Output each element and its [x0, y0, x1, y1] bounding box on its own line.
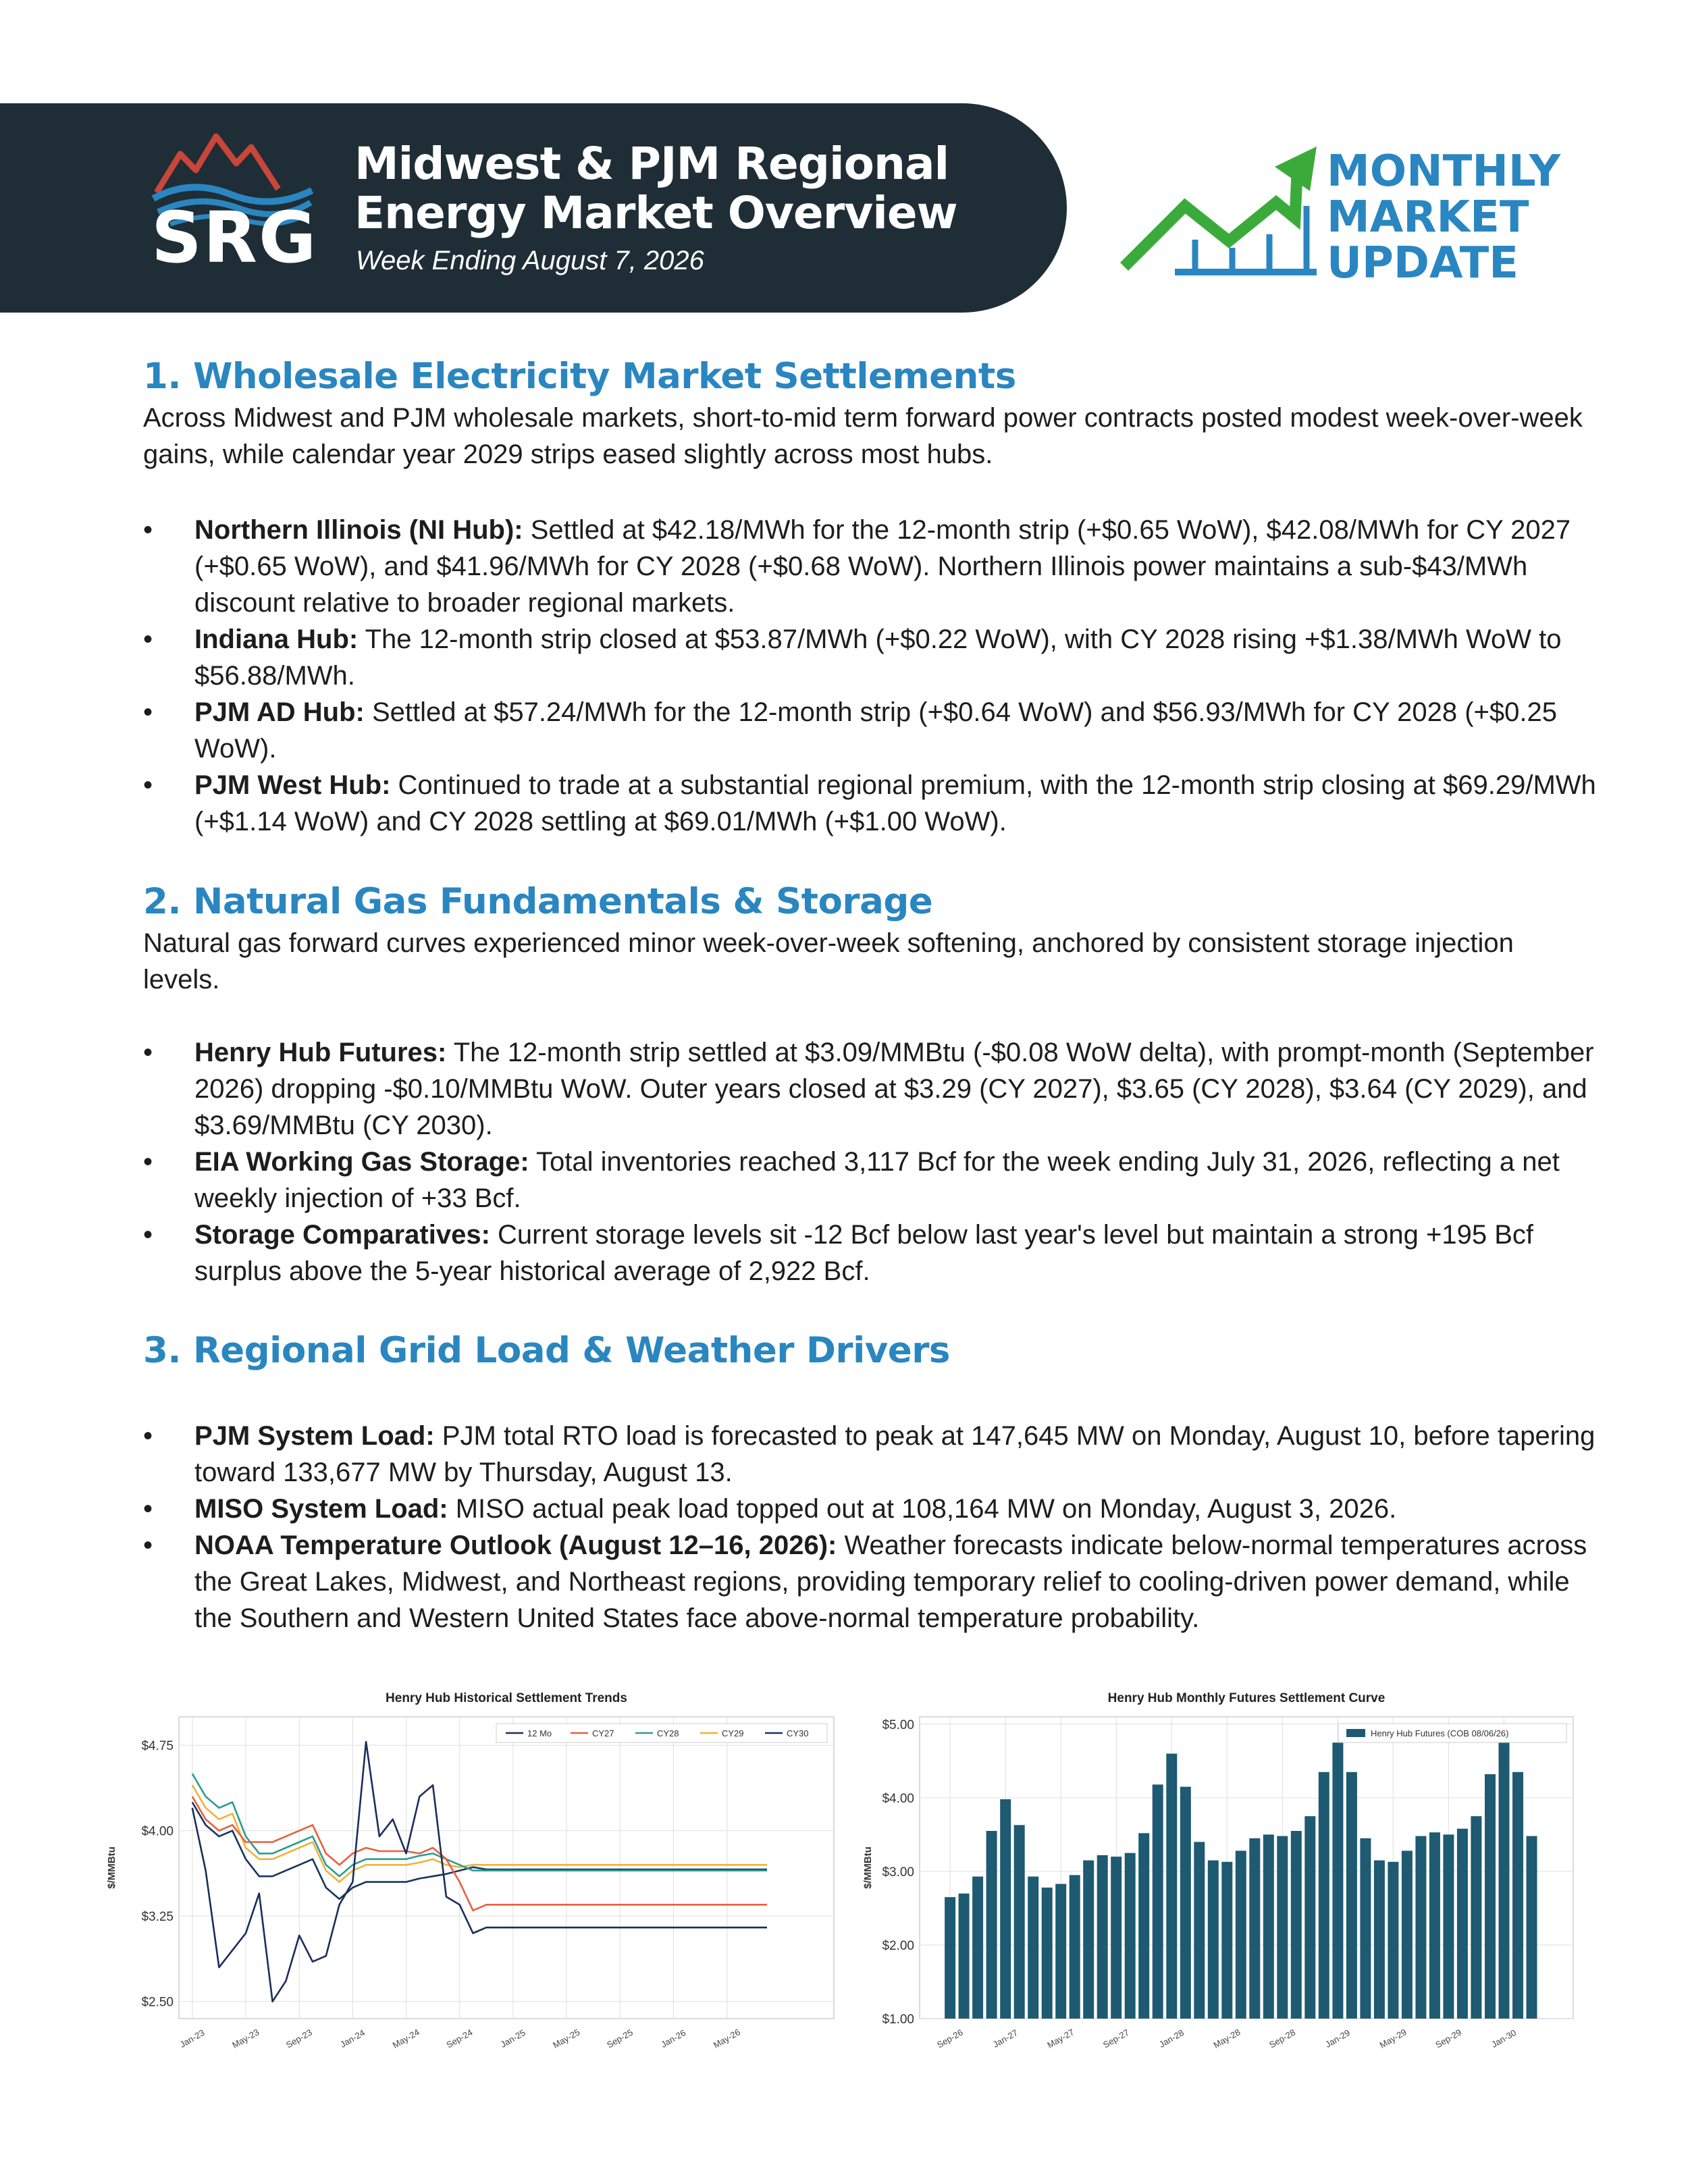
y-tick-label: $3.00 — [882, 1865, 914, 1880]
bar — [1527, 1836, 1537, 2019]
y-axis-label: $/MMBtu — [862, 1846, 874, 1889]
section-intro-gas: Natural gas forward curves experienced minor week-over-week softening, anchored by consistent storage injection levels. — [143, 928, 1514, 994]
x-tick-label: May-24 — [390, 2027, 421, 2050]
y-tick-label: $2.00 — [882, 1938, 914, 1953]
bar — [1180, 1787, 1191, 2019]
badge-line: MONTHLY — [1327, 147, 1561, 196]
logo-text: SRG — [151, 196, 318, 279]
bullet-list-wholesale — [143, 512, 1602, 840]
x-tick-label: Jan-24 — [338, 2027, 367, 2050]
x-tick-label: Jan-26 — [659, 2027, 688, 2050]
section-heading-wholesale: 1. Wholesale Electricity Market Settlements — [143, 356, 1016, 397]
section-heading-grid: 3. Regional Grid Load & Weather Drivers — [143, 1330, 950, 1371]
section-intro-wholesale: Across Midwest and PJM wholesale markets, short-to-mid term forward power contracts posted modest week-over-week gains, while calendar year 2029 strips eased slightly across most hubs. — [143, 403, 1583, 469]
x-tick-label: May-27 — [1045, 2027, 1076, 2050]
x-tick-label: Sep-28 — [1267, 2027, 1297, 2050]
monthly-update-badge — [1327, 149, 1560, 286]
bar — [1221, 1862, 1232, 2019]
y-tick-label: $2.50 — [141, 1995, 174, 2010]
x-tick-label: May-29 — [1377, 2027, 1408, 2050]
section-heading-gas: 2. Natural Gas Fundamentals & Storage — [143, 881, 933, 922]
x-tick-label: Jan-27 — [991, 2027, 1020, 2050]
list-item: • Northern Illinois (NI Hub): Settled at $42.18/MWh for the 12-month strip (+$0.65 WoW), $42.08/MWh for CY 2027 (+$0.65 WoW), and $41.96/MWh for CY 2028 (+$0.68 WoW). Northern Illinois power maintains a sub-$43/MWh discount relative to broader regional markets. — [143, 512, 1602, 621]
bar — [1291, 1831, 1302, 2019]
list-item: • Henry Hub Futures: The 12-month strip settled at $3.09/MMBtu (-$0.08 WoW delta), with prompt-month (September 2026) dropping -$0.10/MMBtu WoW. Outer years closed at $3.29 (CY 2027), $3.65 (CY 2028), $3.64 (CY 2029), and $3.69/MMBtu (CY 2030). — [143, 1034, 1602, 1144]
y-tick-label: $3.25 — [141, 1910, 174, 1925]
x-tick-label: Sep-23 — [284, 2027, 314, 2050]
legend-entry: CY28 — [657, 1728, 679, 1738]
bar — [1083, 1861, 1094, 2019]
bar — [1360, 1838, 1371, 2019]
bar — [1070, 1875, 1080, 2019]
bullet-list-grid — [143, 1418, 1602, 1636]
x-tick-label: Sep-27 — [1101, 2027, 1131, 2050]
bar — [1138, 1833, 1149, 2019]
bar — [1236, 1850, 1246, 2019]
bar — [959, 1894, 970, 2019]
badge-line: MARKET — [1327, 192, 1529, 242]
y-tick-label: $4.00 — [882, 1791, 914, 1806]
bar — [1402, 1850, 1413, 2019]
bullet-list-gas — [143, 1034, 1602, 1289]
bar — [1166, 1754, 1177, 2019]
legend-entry: CY29 — [722, 1728, 744, 1738]
bar — [1304, 1816, 1315, 2019]
plot-area — [179, 1717, 834, 2019]
bar — [1014, 1825, 1025, 2019]
legend-entry: Henry Hub Futures (COB 08/06/26) — [1371, 1728, 1509, 1738]
bar — [1042, 1888, 1053, 2019]
bar — [1471, 1816, 1481, 2019]
y-tick-label: $5.00 — [882, 1717, 914, 1732]
report-title-line1: Midwest & PJM Regional — [354, 138, 949, 190]
bar — [1443, 1834, 1454, 2019]
badge-line: UPDATE — [1327, 238, 1519, 288]
list-item: • Indiana Hub: The 12-month strip closed at $53.87/MWh (+$0.22 WoW), with CY 2028 rising +$1.38/MWh WoW to $56.88/MWh. — [143, 621, 1602, 694]
bar — [1153, 1784, 1163, 2019]
legend-entry: CY27 — [592, 1728, 614, 1738]
bar — [1485, 1774, 1496, 2019]
bar — [1457, 1829, 1468, 2019]
bar — [1512, 1772, 1523, 2019]
list-item: • Storage Comparatives: Current storage levels sit -12 Bcf below last year's level but maintain a strong +195 Bcf surplus above the 5-year historical average of 2,922 Bcf. — [143, 1217, 1602, 1289]
legend-entry: CY30 — [787, 1728, 809, 1738]
list-item: • MISO System Load: MISO actual peak load topped out at 108,164 MW on Monday, August 3, 2026. — [143, 1491, 1602, 1527]
x-tick-label: Jan-29 — [1323, 2027, 1352, 2050]
bar — [1499, 1742, 1510, 2019]
line-chart-historical — [101, 1684, 851, 2079]
y-tick-label: $4.00 — [141, 1824, 174, 1839]
x-tick-label: Jan-28 — [1157, 2027, 1186, 2050]
report-title-line2: Energy Market Overview — [354, 187, 957, 239]
bar — [1097, 1855, 1108, 2019]
x-tick-label: Sep-25 — [605, 2027, 635, 2050]
bar — [1111, 1857, 1122, 2019]
bar — [1415, 1836, 1426, 2019]
y-tick-label: $4.75 — [141, 1739, 174, 1754]
x-tick-label: Jan-25 — [498, 2027, 527, 2050]
x-tick-label: May-23 — [230, 2027, 261, 2050]
bar — [1332, 1742, 1343, 2019]
bar — [1208, 1861, 1219, 2019]
x-tick-label: May-26 — [711, 2027, 742, 2050]
x-tick-label: Sep-26 — [934, 2027, 965, 2050]
bar — [1194, 1842, 1205, 2019]
bar — [945, 1897, 955, 2019]
list-item: • PJM West Hub: Continued to trade at a substantial regional premium, with the 12-month strip closing at $69.29/MWh (+$1.14 WoW) and CY 2028 settling at $69.01/MWh (+$1.00 WoW). — [143, 767, 1602, 840]
bar — [1277, 1836, 1288, 2019]
bar — [1055, 1884, 1066, 2019]
bar — [1028, 1877, 1038, 2019]
bar — [1263, 1834, 1274, 2019]
x-tick-label: Jan-30 — [1489, 2027, 1519, 2050]
legend-swatch — [1346, 1729, 1365, 1737]
chart-title: Henry Hub Historical Settlement Trends — [386, 1691, 627, 1705]
bar — [1429, 1832, 1440, 2019]
legend-entry: 12 Mo — [527, 1728, 552, 1738]
y-tick-label: $1.00 — [882, 2013, 914, 2027]
bar — [972, 1877, 983, 2019]
bar — [1249, 1838, 1260, 2019]
bar — [1388, 1862, 1398, 2019]
list-item: • NOAA Temperature Outlook (August 12–16, 2026): Weather forecasts indicate below-normal temperatures across the Great Lakes, Midwest, and Northeast regions, providing temporary relief to cooling-driven power demand, while the Southern and Western United States face above-normal temperature probability. — [143, 1527, 1602, 1636]
bar — [1374, 1861, 1385, 2019]
list-item: • EIA Working Gas Storage: Total inventories reached 3,117 Bcf for the week ending July 31, 2026, reflecting a net weekly injection of +33 Bcf. — [143, 1144, 1602, 1217]
bar-chart-futures-curve — [858, 1684, 1587, 2079]
chart-title: Henry Hub Monthly Futures Settlement Curve — [1107, 1691, 1386, 1705]
bar — [1125, 1853, 1136, 2019]
x-tick-label: Jan-23 — [178, 2027, 207, 2050]
x-tick-label: Sep-29 — [1433, 2027, 1464, 2050]
y-axis-label: $/MMBtu — [106, 1846, 117, 1889]
list-item: • PJM System Load: PJM total RTO load is forecasted to peak at 147,645 MW on Monday, August 10, before tapering toward 133,677 MW by Thursday, August 13. — [143, 1418, 1602, 1491]
bar — [1000, 1799, 1011, 2019]
x-tick-label: May-28 — [1211, 2027, 1242, 2050]
list-item: • PJM AD Hub: Settled at $57.24/MWh for the 12-month strip (+$0.64 WoW) and $56.93/MWh for CY 2028 (+$0.25 WoW). — [143, 694, 1602, 767]
bar — [986, 1831, 997, 2019]
bar — [1346, 1772, 1357, 2019]
x-tick-label: May-25 — [551, 2027, 582, 2050]
report-date: Week Ending August 7, 2026 — [356, 246, 704, 275]
x-tick-label: Sep-24 — [444, 2027, 475, 2050]
bar — [1319, 1772, 1329, 2019]
